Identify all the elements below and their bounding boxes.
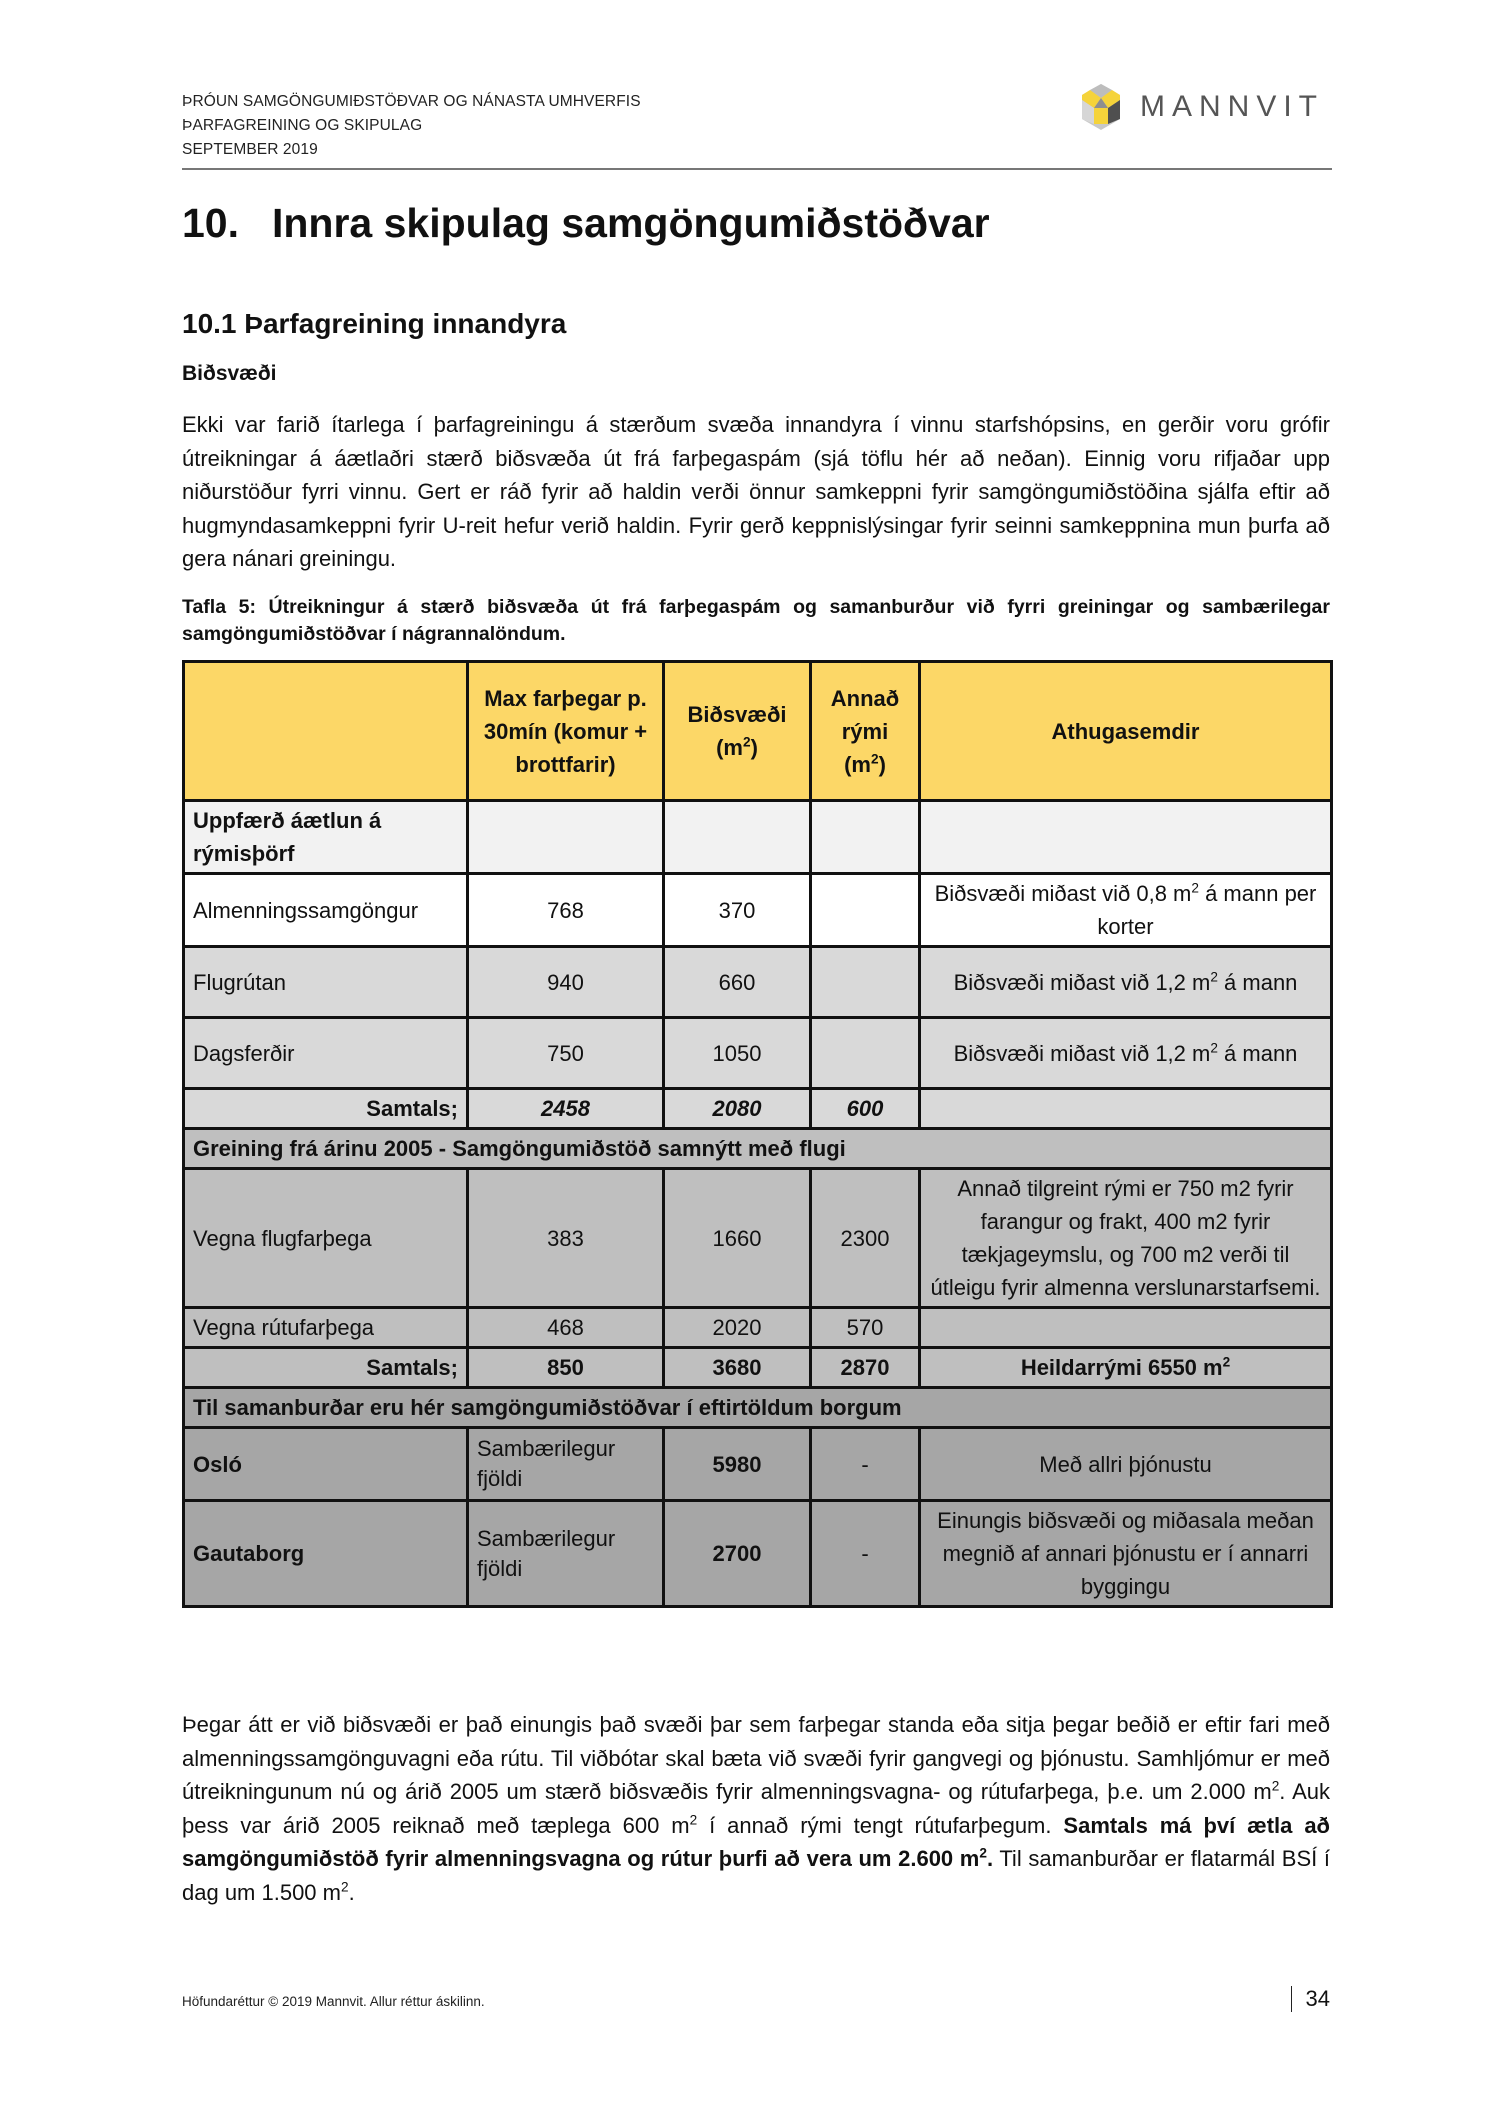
chapter-title: Innra skipulag samgöngumiðstöðvar: [272, 200, 990, 246]
header-date: SEPTEMBER 2019: [182, 141, 318, 158]
table-row: [184, 947, 1332, 1018]
section-row-comparison: [184, 1388, 1332, 1428]
logo-wordmark: MANNVIT: [1140, 90, 1324, 123]
mannvit-logo: [1076, 82, 1324, 132]
row-note: Einungis biðsvæði og miðasala meðan megnið af annari þjónustu er í annarri byggingu: [920, 1501, 1332, 1607]
row-name: Dagsferðir: [184, 1018, 468, 1089]
row-max: 383: [468, 1169, 664, 1308]
row-note: [920, 1308, 1332, 1348]
total-label: Samtals;: [184, 1089, 468, 1129]
table-row: [184, 1501, 1332, 1607]
page-header: [182, 90, 1332, 170]
row-name: Osló: [184, 1428, 468, 1501]
waiting-area-table: [182, 660, 1333, 1608]
row-note: Með allri þjónustu: [920, 1428, 1332, 1501]
row-other: [811, 947, 920, 1018]
total-waiting: 2080: [664, 1089, 811, 1129]
header-subtitle: ÞARFAGREINING OG SKIPULAG: [182, 117, 423, 134]
header-text: [182, 90, 641, 162]
row-other: [811, 874, 920, 947]
row-waiting: 5980: [664, 1428, 811, 1501]
row-note: Biðsvæði miðast við 0,8 $m^2$ á mann per korter: [920, 874, 1332, 947]
section-title: Uppfærð áætlun á rýmisþörf: [184, 801, 468, 874]
header-cell-remarks: Athugasemdir: [920, 662, 1332, 801]
row-name: Gautaborg: [184, 1501, 468, 1607]
row-other: -: [811, 1501, 920, 1607]
row-name: Almenningssamgöngur: [184, 874, 468, 947]
row-name: Flugrútan: [184, 947, 468, 1018]
header-cell-empty: [184, 662, 468, 801]
row-waiting: 660: [664, 947, 811, 1018]
page-number: 34: [1291, 1986, 1330, 2012]
table-header-row: [184, 662, 1332, 801]
section-title: Til samanburðar eru hér samgöngumiðstöðvar í eftirtöldum borgum: [184, 1388, 1332, 1428]
table-caption: Tafla 5: Útreikningur á stærð biðsvæða út frá farþegaspám og samanburður við fyrri greiningar og sambærilegar samgöngumiðstöðvar í nágrannalöndum.: [182, 596, 1330, 645]
row-max: 768: [468, 874, 664, 947]
total-max: 2458: [468, 1089, 664, 1129]
mannvit-cube-logo-icon: [1076, 82, 1126, 132]
subsection-heading: Biðsvæði: [182, 362, 277, 385]
section-title: Greining frá árinu 2005 - Samgöngumiðstöð samnýtt með flugi: [184, 1129, 1332, 1169]
row-other: 570: [811, 1308, 920, 1348]
table-row: [184, 874, 1332, 947]
row-waiting: 1660: [664, 1169, 811, 1308]
section-heading: 10.1 Þarfagreining innandyra: [182, 308, 567, 339]
row-note: Annað tilgreint rými er 750 m2 fyrir farangur og frakt, 400 m2 fyrir tækjageymslu, og 700 m2 verði til útleigu fyrir almenna verslunarstarfsemi.: [920, 1169, 1332, 1308]
total-note: [920, 1089, 1332, 1129]
total-row: [184, 1348, 1332, 1388]
row-max: 750: [468, 1018, 664, 1089]
row-note: Biðsvæði miðast við 1,2 $m^2$ á mann: [920, 947, 1332, 1018]
row-other: -: [811, 1428, 920, 1501]
table-row: [184, 1018, 1332, 1089]
row-max: 468: [468, 1308, 664, 1348]
row-max: Sambærilegur fjöldi: [468, 1428, 664, 1501]
row-other: 2300: [811, 1169, 920, 1308]
total-row: [184, 1089, 1332, 1129]
row-waiting: 2700: [664, 1501, 811, 1607]
total-waiting: 3680: [664, 1348, 811, 1388]
row-waiting: 1050: [664, 1018, 811, 1089]
total-max: 850: [468, 1348, 664, 1388]
row-name: Vegna rútufarþega: [184, 1308, 468, 1348]
section-row-2005-analysis: [184, 1129, 1332, 1169]
total-other: 600: [811, 1089, 920, 1129]
row-other: [811, 1018, 920, 1089]
header-cell-waiting-area: Biðsvæði $(m^2)$: [664, 662, 811, 801]
row-waiting: 370: [664, 874, 811, 947]
table-row: [184, 1428, 1332, 1501]
row-name: Vegna flugfarþega: [184, 1169, 468, 1308]
total-other: 2870: [811, 1348, 920, 1388]
copyright-notice: Höfundaréttur © 2019 Mannvit. Allur réttur áskilinn.: [182, 1994, 485, 2009]
header-project-title: ÞRÓUN SAMGÖNGUMIÐSTÖÐVAR OG NÁNASTA UMHVERFIS: [182, 93, 641, 110]
page-footer: [182, 1986, 1330, 2020]
row-max: 940: [468, 947, 664, 1018]
chapter-number: 10.: [182, 200, 239, 246]
chapter-heading: [182, 200, 990, 247]
total-label: Samtals;: [184, 1348, 468, 1388]
intro-paragraph: Ekki var farið ítarlega í þarfagreiningu á stærðum svæða innandyra í vinnu starfshópsins, en gerðir voru grófir útreikningar á áætlaðri stærð biðsvæða út frá farþegaspám (sjá töflu hér að neðan). Einnig voru rifjaðar upp niðurstöður fyrri vinnu. Gert er ráð fyrir að haldin verði önnur samkeppni fyrir samgöngumiðstöðina sjálfa eftir að hugmyndasamkeppni fyrir U-reit hefur verið haldin. Fyrir gerð keppnislýsingar fyrir seinni samkeppnina mun þurfa að gera nánari greiningu.: [182, 412, 1330, 571]
row-max: Sambærilegur fjöldi: [468, 1501, 664, 1607]
total-note: Heildarrými 6550 $m^2$: [920, 1348, 1332, 1388]
header-cell-max-passengers: Max farþegar p. 30mín (komur + brottfarir): [468, 662, 664, 801]
row-waiting: 2020: [664, 1308, 811, 1348]
conclusion-emphasis: Samtals má því ætla að samgöngumiðstöð fyrir almenningsvagna og rútur þurfi að vera um 2.600 $m^2$.: [182, 1812, 1330, 1871]
table-row: [184, 1169, 1332, 1308]
table-row: [184, 1308, 1332, 1348]
section-row-updated-plan: [184, 801, 1332, 874]
row-note: Biðsvæði miðast við 1,2 $m^2$ á mann: [920, 1018, 1332, 1089]
header-cell-other-space: Annað rými $(m^2)$: [811, 662, 920, 801]
conclusion-paragraph: Þegar átt er við biðsvæði er það einungis það svæði þar sem farþegar standa eða sitja þegar beðið er eftir fari með almenningssamgönguvagni eða rútu. Til viðbótar skal bæta við svæði fyrir gangvegi og þjónustu. Samhljómur er með útreikningunum nú og árið 2005 um stærð biðsvæðis fyrir almenningsvagna- og rútufarþega, þ.e. um 2.000 $m^2$. Auk þess var árið 2005 reiknað með tæplega 600 $m^2$ í annað rými tengt rútufarþegum. Samtals má því ætla að samgöngumiðstöð fyrir almenningsvagna og rútur þurfi að vera um 2.600 $m^2$. Til samanburðar er flatarmál BSÍ í dag um 1.500 $m^2$.: [182, 1712, 1331, 1905]
